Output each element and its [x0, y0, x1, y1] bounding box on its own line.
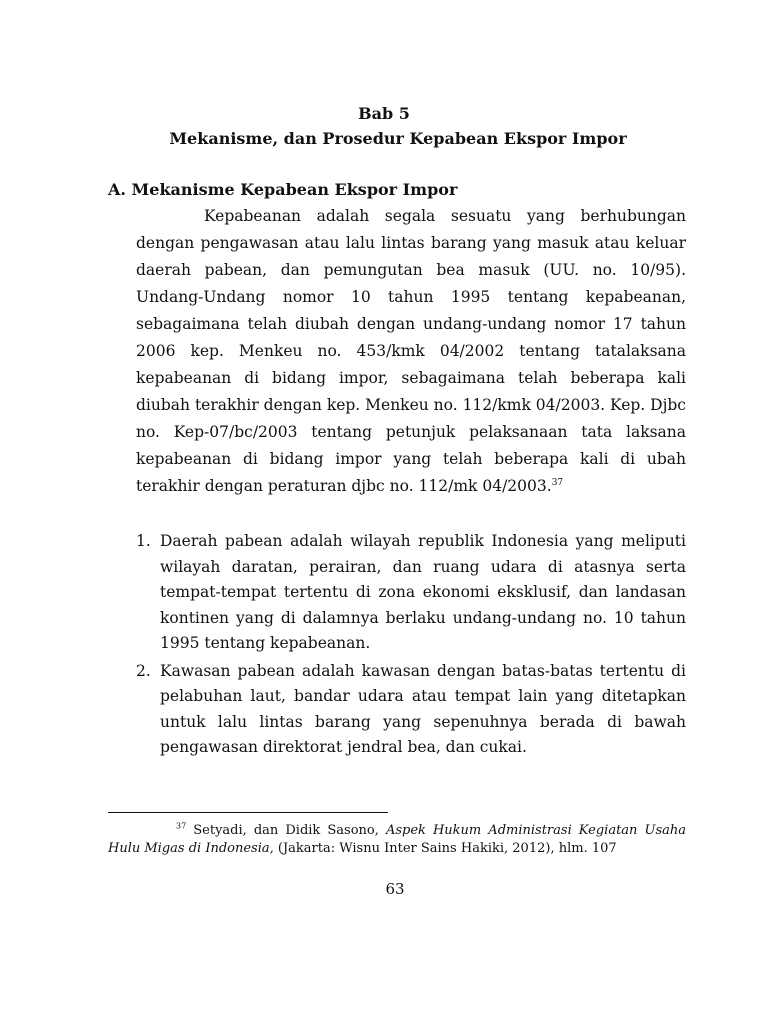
list-item-text: Daerah pabean adalah wilayah republik Indonesia yang meliputi wilayah daratan, perairan, dan ruang udara di atasnya serta tempat-tempat tertentu di zona ekonomi eksklusif, dan landasan kontinen yang di dalamnya berlaku undang-undang no. 10 tahun 1995 tentang kepabeanan.: [160, 532, 686, 652]
list-item-text: Kawasan pabean adalah kawasan dengan batas-batas tertentu di pelabuhan laut, bandar udara atau tempat lain yang ditetapkan untuk lalu lintas barang yang sepenuhnya berada di bawah pengawasan direktorat jendral bea, dan cukai.: [160, 661, 686, 756]
section-heading: A. Mekanisme Kepabean Ekspor Impor: [108, 180, 458, 199]
chapter-title: Mekanisme, dan Prosedur Kepabean Ekspor Impor: [169, 129, 627, 148]
list-item-number: 1.: [136, 532, 151, 550]
footnote-marker: 37: [176, 821, 187, 831]
footnote: [108, 822, 686, 858]
footnote-title: Aspek Hukum Administrasi Kegiatan Usaha Hulu Migas di Indonesia,: [108, 823, 686, 856]
footnote-publication: (Jakarta: Wisnu Inter Sains Hakiki, 2012), hlm. 107: [273, 841, 617, 856]
list-item-number: 2.: [136, 661, 151, 680]
footnote-divider: [108, 812, 388, 813]
list-item: [136, 529, 686, 657]
body-paragraph: [136, 203, 686, 500]
paragraph-text: Kepabeanan adalah segala sesuatu yang berhubungan dengan pengawasan atau lalu lintas barang yang masuk atau keluar daerah pabean, dan pemungutan bea masuk (UU. no. 10/95). Undang-Undang nomor 10 tahun 1995 tentang kepabeanan, sebagaimana telah diubah dengan undang-undang nomor 17 tahun 2006 kep. Menkeu no. 453/kmk 04/2002 tentang tatalaksana kepabeanan di bidang impor, sebagaimana telah beberapa kali diubah terakhir dengan kep. Menkeu no. 112/kmk 04/2003. Kep. Djbc no. Kep-07/bc/2003 tentang petunjuk pelaksanaan tata laksana kepabeanan di bidang impor yang telah beberapa kali di ubah terakhir dengan peraturan djbc no. 112/mk 04/2003.: [136, 207, 686, 495]
page-number: 63: [385, 880, 405, 898]
chapter-number: Bab 5: [358, 104, 410, 123]
definition-list: [136, 529, 686, 763]
footnote-author: Setyadi, dan Didik Sasono,: [193, 823, 386, 838]
footnote-reference: 37: [551, 477, 564, 488]
list-item: [136, 659, 686, 761]
